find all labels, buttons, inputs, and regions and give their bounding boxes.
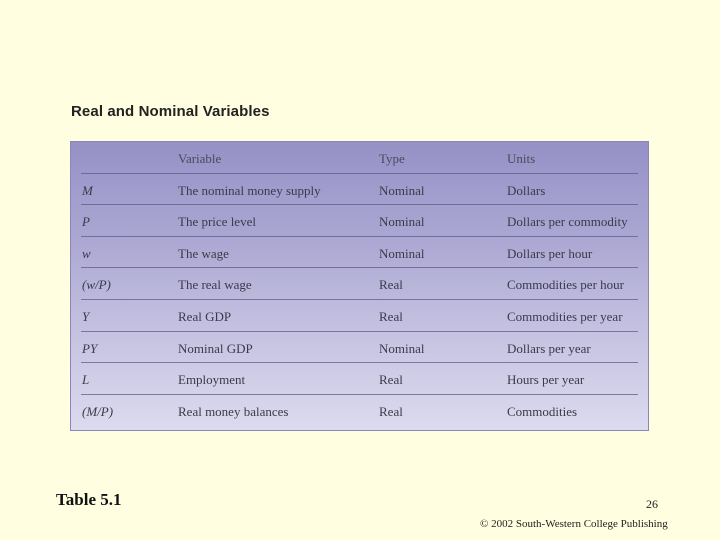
header-cell-type: Type — [379, 151, 405, 166]
table-row — [81, 395, 638, 427]
variable-cell: Nominal GDP — [178, 340, 253, 356]
units-cell: Dollars per year — [507, 340, 591, 356]
type-cell: Real — [379, 372, 403, 388]
symbol-cell: (M/P) — [82, 403, 114, 419]
symbol-cell: P — [82, 214, 90, 230]
table-label: Table 5.1 — [56, 490, 122, 509]
symbol-cell: PY — [82, 340, 98, 356]
table-row — [81, 205, 638, 237]
variable-cell: The real wage — [178, 277, 252, 293]
variable-cell: Real money balances — [178, 403, 289, 419]
units-cell: Dollars per commodity — [507, 214, 628, 230]
type-cell: Nominal — [379, 182, 425, 198]
header-cell-variable: Variable — [178, 151, 222, 166]
table-row — [81, 332, 638, 364]
slide-title: Real and Nominal Variables — [71, 103, 270, 120]
units-cell: Dollars — [507, 182, 546, 198]
variable-cell: Employment — [178, 372, 246, 388]
table-row — [81, 268, 638, 300]
variables-table — [70, 141, 649, 431]
table-row — [81, 363, 638, 395]
type-cell: Nominal — [379, 214, 425, 230]
symbol-cell: w — [82, 245, 91, 261]
units-cell: Commodities per hour — [507, 277, 624, 293]
type-cell: Real — [379, 277, 403, 293]
table-header-row — [81, 142, 638, 174]
table-row — [81, 174, 638, 206]
type-cell: Nominal — [379, 245, 425, 261]
symbol-cell: Y — [82, 309, 90, 324]
type-cell: Real — [379, 309, 403, 324]
variable-cell: The wage — [178, 245, 229, 261]
table-row — [81, 300, 638, 332]
units-cell: Commodities per year — [507, 309, 623, 324]
variable-cell: The price level — [178, 214, 256, 230]
page-number: 26 — [646, 497, 658, 511]
variable-cell: Real GDP — [178, 309, 232, 324]
header-cell-units: Units — [507, 151, 536, 166]
copyright-notice: © 2002 South-Western College Publishing — [480, 518, 668, 530]
type-cell: Nominal — [379, 340, 425, 356]
units-cell: Commodities — [507, 403, 578, 419]
variable-cell: The nominal money supply — [178, 182, 321, 198]
symbol-cell: (w/P) — [82, 277, 111, 293]
type-cell: Real — [379, 403, 403, 419]
symbol-cell: L — [82, 372, 90, 388]
table-row — [81, 237, 638, 269]
units-cell: Hours per year — [507, 372, 585, 388]
symbol-cell: M — [82, 182, 93, 198]
units-cell: Dollars per hour — [507, 245, 593, 261]
